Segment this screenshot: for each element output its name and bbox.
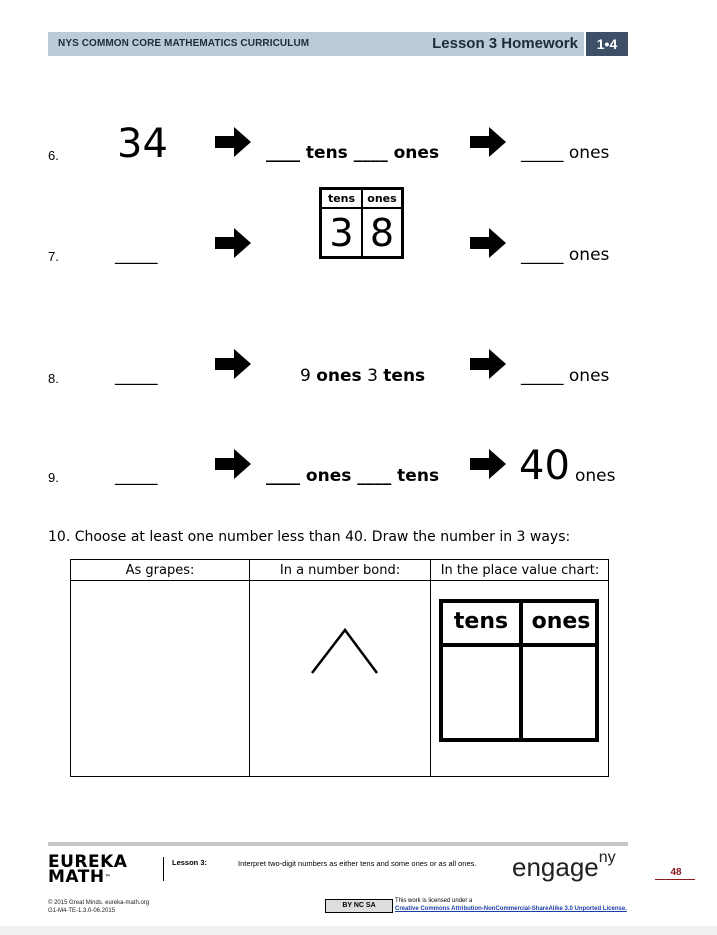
question-10-prompt: 10. Choose at least one number less than 40. Draw the number in 3 ways: [48,529,571,545]
table-divider [430,560,431,776]
problem-8-start: _____ [115,366,158,386]
chart-tens-label: tens [453,609,509,634]
problem-9-start: _____ [115,466,158,486]
lesson-title: Lesson 3 Homework [432,35,578,52]
problem-6-answer: _____ ones [521,143,610,163]
problem-9-middle: ____ ones ____ tens [266,466,440,486]
chart-ones-label: ones [531,609,591,634]
problem-9-number-40: 40 [519,443,570,489]
problem-8-ones-count: 9 [300,366,317,386]
footer-rule [48,842,628,846]
right-arrow-icon [215,228,251,258]
problem-8-number: 8. [48,371,59,386]
logo-line-1: EUREKA [48,852,128,872]
right-arrow-icon [215,349,251,379]
footer-divider [163,857,164,881]
license-text [395,897,627,913]
footer-lesson-label: Lesson 3: [172,858,208,867]
number-bond-lines [310,627,380,675]
chart-ones-label: ones [367,192,397,205]
cc-license-badge: BY NC SA [325,899,393,913]
place-value-chart-large [439,599,599,742]
footer-lesson-description: Interpret two-digit numbers as either tens and some ones or as all ones. [238,859,477,868]
chart-ones-value: 8 [369,211,395,255]
problem-8-middle [300,366,425,386]
problem-6-number: 6. [48,148,59,163]
problem-6-start: 34 [117,121,168,167]
curriculum-title: NYS COMMON CORE MATHEMATICS CURRICULUM [58,38,310,49]
page-bottom-edge [0,926,717,935]
copyright [48,899,149,915]
chart-tens-label: tens [327,192,356,205]
page-number-underline [655,879,695,880]
module-badge: 1•4 [586,32,628,56]
logo-trademark: ™ [104,874,112,881]
copyright-line-2: G1-M4-TE-1.3.0-06.2015 [48,908,116,914]
problem-6-middle: ____ tens ____ ones [266,143,440,163]
column-header-number-bond: In a number bond: [279,563,401,578]
right-arrow-icon [470,449,506,479]
license-link[interactable]: Creative Commons Attribution-NonCommercial-ShareAlike 3.0 Unported License. [395,906,627,912]
right-arrow-icon [215,449,251,479]
problem-9-number: 9. [48,470,59,485]
page-number: 48 [670,867,682,878]
engage-ny: ny [598,849,616,867]
column-header-grapes: As grapes: [125,563,195,578]
license-line-1: This work is licensed under a [395,898,473,904]
problem-7-number: 7. [48,249,59,264]
engageny-logo [512,849,616,883]
right-arrow-icon [470,228,506,258]
column-header-place-value: In the place value chart: [440,563,600,578]
place-value-chart-small [319,187,404,259]
table-header-line [71,580,608,581]
engage-word: engage [512,852,599,882]
problem-7-answer: _____ ones [521,245,610,265]
copyright-line-1: © 2015 Great Minds. eureka-math.org [48,900,150,906]
problem-8-tens-word: tens [383,366,426,386]
problem-9-ones-word: ones [575,466,616,486]
problem-8-answer: _____ ones [521,366,610,386]
table-divider [249,560,250,776]
right-arrow-icon [470,349,506,379]
problem-8-tens-count: 3 [361,366,384,386]
right-arrow-icon [470,127,506,157]
chart-header-line [443,643,595,647]
problem-7-start: _____ [115,245,158,265]
chart-tens-value: 3 [329,211,354,255]
right-arrow-icon [215,127,251,157]
logo-line-2: MATH [48,867,105,887]
eureka-math-logo [48,852,128,887]
problem-8-ones-word: ones [316,366,362,386]
